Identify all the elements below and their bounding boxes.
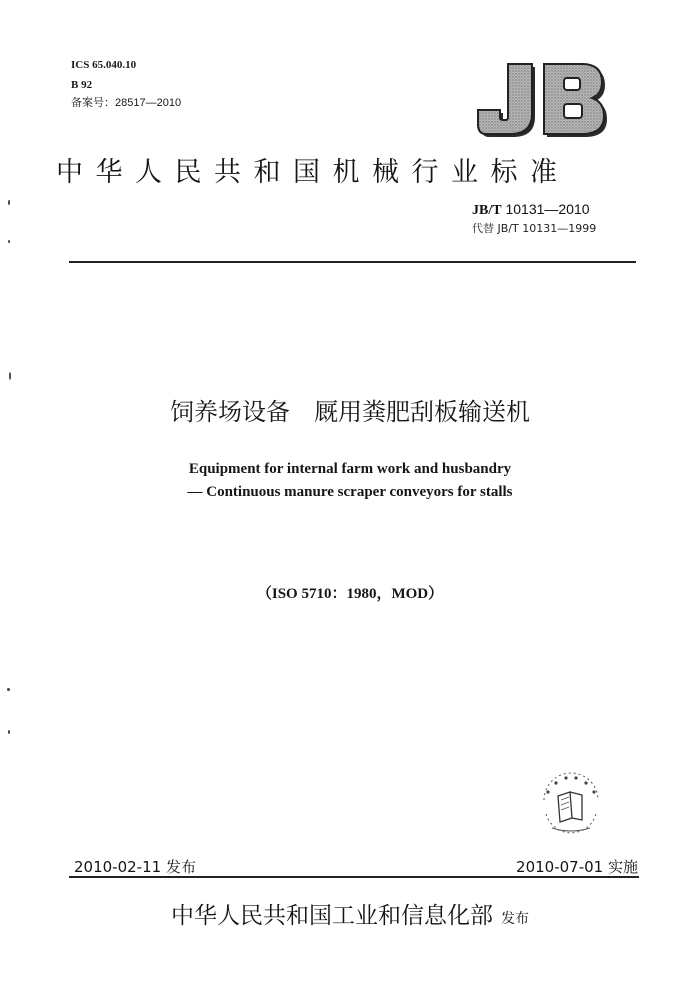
standard-prefix: JB/T [472, 203, 502, 218]
chinese-title: 饲养场设备 厩用粪肥刮板输送机 [170, 398, 530, 426]
scan-speck [8, 240, 10, 243]
ministry-standard-title: 中华人民共和国机械行业标准 [56, 157, 570, 188]
ccs-code: B 92 [71, 79, 93, 91]
english-title-line-2: — Continuous manure scraper conveyors for stalls [187, 484, 513, 500]
issue-date: 2010-02-11 发布 [74, 858, 196, 876]
scan-speck [9, 372, 11, 380]
record-value: 28517—2010 [115, 97, 182, 109]
publisher-seal [534, 770, 608, 838]
scan-speck [8, 200, 10, 205]
record-label: 备案号： [71, 97, 115, 109]
scan-speck [8, 730, 10, 734]
jb-logo [470, 58, 610, 138]
publisher-name: 中华人民共和国工业和信息化部 [171, 903, 493, 929]
iso-adoption-note: （ISO 5710：1980，MOD） [256, 586, 444, 602]
standard-number-value: 10131—2010 [505, 201, 590, 217]
implementation-date: 2010-07-01 实施 [516, 858, 638, 876]
record-number [71, 96, 181, 110]
scan-speck [7, 688, 10, 691]
publisher-suffix: 发布 [501, 911, 529, 927]
replaces-standard: 代替 JB/T 10131—1999 [472, 222, 597, 235]
top-divider [69, 261, 636, 263]
ics-code: ICS 65.040.10 [71, 59, 137, 71]
english-title-line-1: Equipment for internal farm work and husbandry [188, 461, 512, 477]
bottom-divider [69, 876, 639, 878]
publisher [0, 897, 700, 930]
standard-number [472, 201, 590, 219]
